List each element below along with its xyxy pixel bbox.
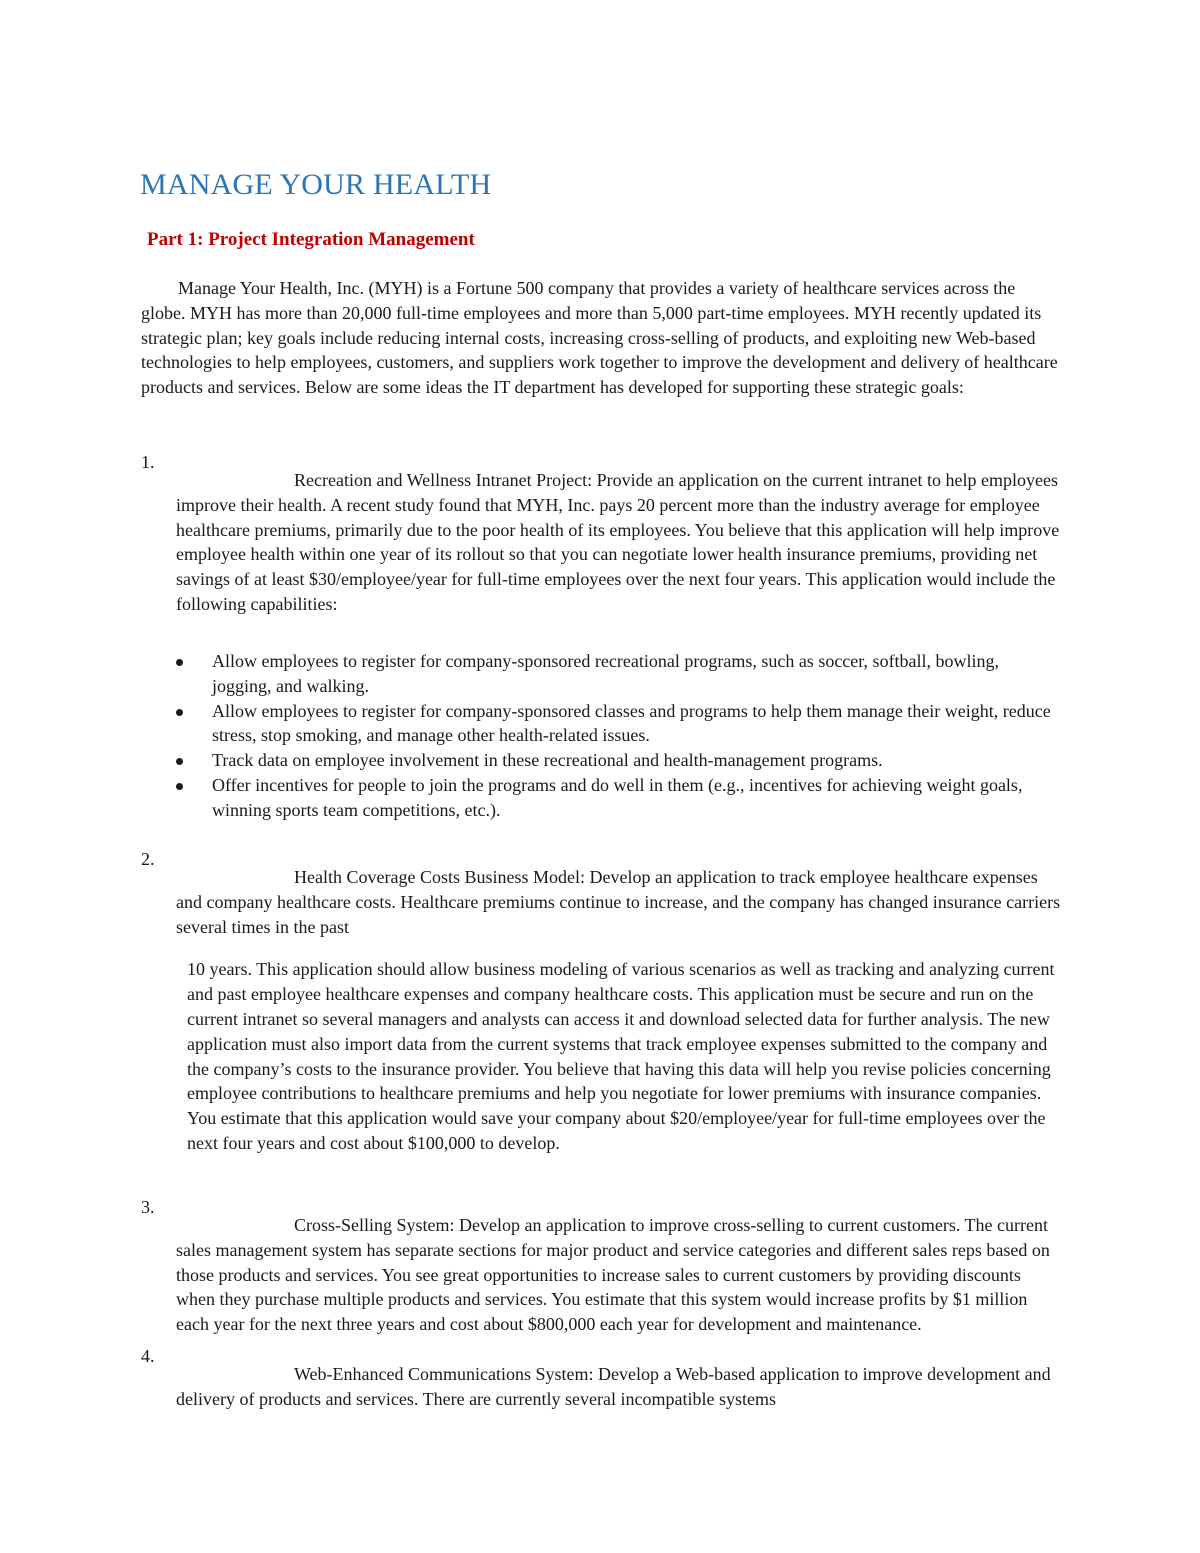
item-text: Cross-Selling System: Develop an application to improve cross-selling to current customers. The current sales management system has separate sections for major product and service categories and different sales reps based on those products and services. You see great opportunities to increase sales to current customers by providing discounts when they purchase multiple products and services. You estimate that this system would increase profits by $1 million each year for the next three years and cost about $800,000 each year for development and maintenance. [176, 1215, 1050, 1335]
item-text: Web-Enhanced Communications System: Develop a Web-based application to improve development and delivery of products and services. There are currently several incompatible systems [176, 1364, 1051, 1409]
list-item-4 [141, 1344, 1061, 1430]
item-text: Recreation and Wellness Intranet Project: Provide an application on the current intranet to help employees improve their health. A recent study found that MYH, Inc. pays 20 percent more than the industry average for employee healthcare premiums, primarily due to the poor health of its employees. You believe that this application will help improve employee health within one year of its rollout so that you can negotiate lower health insurance premiums, providing net savings of at least $30/employee/year for full-time employees over the next four years. This application would include the following capabilities: [176, 470, 1060, 614]
capabilities-list [176, 649, 1061, 823]
bullet-item [176, 773, 1061, 823]
bullet-item [176, 748, 1061, 773]
bullet-text: Offer incentives for people to join the programs and do well in them (e.g., incentives for achieving weight goals, winning sports team competitions, etc.). [212, 774, 1023, 820]
item-text: Health Coverage Costs Business Model: Develop an application to track employee healthcare expenses and company healthcare costs. Healthcare premiums continue to increase, and the company has changed insurance carriers several times in the past [176, 867, 1061, 937]
bullet-text: Track data on employee involvement in these recreational and health-management programs. [212, 750, 883, 771]
item-number: 3. [141, 1197, 155, 1217]
list-item-3 [141, 1195, 1061, 1355]
bullet-text: Allow employees to register for company-sponsored recreational programs, such as soccer, softball, bowling, jogging, and walking. [212, 651, 1000, 696]
part-heading: Part 1: Project Integration Management [147, 229, 475, 250]
bullet-text: Allow employees to register for company-sponsored classes and programs to help them manage their weight, reduce stress, stop smoking, and manage other health-related issues. [212, 700, 1051, 746]
intro-paragraph: Manage Your Health, Inc. (MYH) is a Fortune 500 company that provides a variety of healthcare services across the globe. MYH has more than 20,000 full-time employees and more than 5,000 part-time employees. MYH recently updated its strategic plan; key goals include reducing internal costs, increasing cross-selling of products, and exploiting new Web-based technologies to help employees, customers, and suppliers work together to improve the development and delivery of healthcare products and services. Below are some ideas the IT department has developed for supporting these strategic goals: [141, 278, 1058, 398]
bullet-item [176, 699, 1061, 749]
bullet-icon [176, 783, 183, 790]
list-item-1 [141, 450, 1061, 635]
document-title: MANAGE YOUR HEALTH [140, 168, 492, 201]
list-item-2 [141, 847, 1061, 1174]
bullet-icon [176, 709, 183, 716]
item-number: 2. [141, 849, 155, 869]
item-number: 4. [141, 1346, 155, 1366]
item-number: 1. [141, 452, 155, 472]
item-continuation: 10 years. This application should allow business modeling of various scenarios as well as tracking and analyzing current and past employee healthcare expenses and company healthcare costs. This application must be secure and run on the current intranet so several managers and analysts can access it and download selected data for further analysis. The new application must also import data from the current systems that track employee expenses submitted to the company and the company’s costs to the insurance provider. You believe that having this data will help you revise policies concerning employee contributions to healthcare premiums and help you negotiate for lower premiums with insurance companies. You estimate that this application would save your company about $20/employee/year for full-time employees over the next four years and cost about $100,000 to develop. [187, 959, 1055, 1153]
bullet-icon [176, 758, 183, 765]
bullet-item [176, 649, 1061, 699]
bullet-icon [176, 659, 183, 666]
